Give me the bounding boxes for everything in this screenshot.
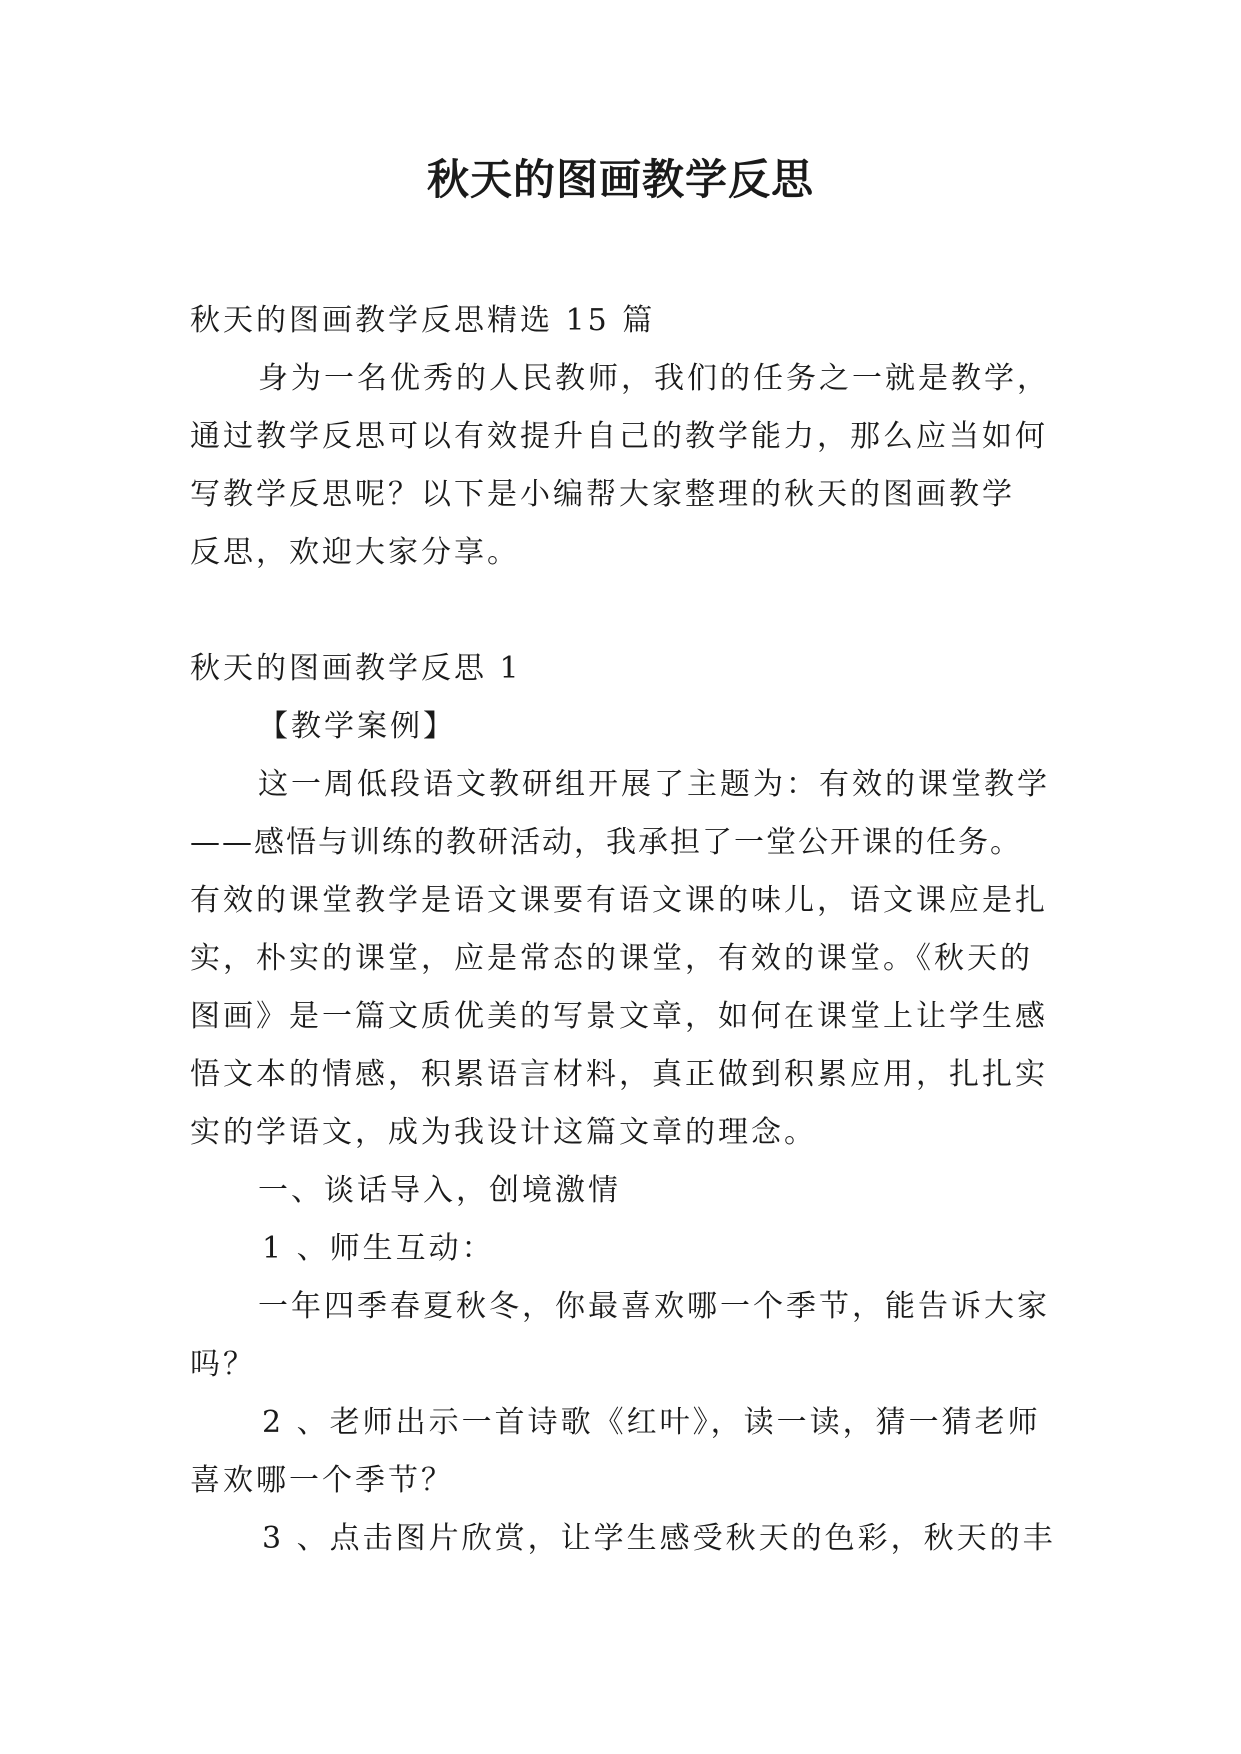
paragraph-line: 悟文本的情感，积累语言材料，真正做到积累应用，扎扎实 xyxy=(190,1057,1048,1092)
list-item: 1 、师生互动： xyxy=(262,1231,495,1266)
paragraph-line: 通过教学反思可以有效提升自己的教学能力，那么应当如何 xyxy=(190,419,1048,454)
section-heading: 秋天的图画教学反思 1 xyxy=(190,651,522,686)
paragraph-line: ——感悟与训练的教研活动，我承担了一堂公开课的任务。 xyxy=(190,825,1022,860)
list-item: 2 、老师出示一首诗歌《红叶》，读一读，猜一猜老师 xyxy=(262,1405,1041,1440)
paragraph-line: 喜欢哪一个季节？ xyxy=(190,1463,454,1498)
paragraph-line: 实，朴实的课堂，应是常态的课堂，有效的课堂。《秋天的 xyxy=(190,941,1033,976)
blank-line xyxy=(190,582,1070,640)
paragraph-line: 图画》是一篇文质优美的写景文章，如何在课堂上让学生感 xyxy=(190,999,1048,1034)
document-body xyxy=(190,292,1070,1568)
paragraph-line: 反思，欢迎大家分享。 xyxy=(190,535,520,570)
paragraph-line: 一年四季春夏秋冬，你最喜欢哪一个季节，能告诉大家 xyxy=(258,1289,1050,1324)
subtitle-line: 秋天的图画教学反思精选 15 篇 xyxy=(190,303,656,338)
paragraph-line: 写教学反思呢？以下是小编帮大家整理的秋天的图画教学 xyxy=(190,477,1015,512)
paragraph-line: 身为一名优秀的人民教师，我们的任务之一就是教学， xyxy=(258,361,1050,396)
paragraph-line: 实的学语文，成为我设计这篇文章的理念。 xyxy=(190,1115,817,1150)
paragraph-line: 这一周低段语文教研组开展了主题为：有效的课堂教学 xyxy=(258,767,1050,802)
paragraph-line: 有效的课堂教学是语文课要有语文课的味儿，语文课应是扎 xyxy=(190,883,1048,918)
section-label: 【教学案例】 xyxy=(258,709,456,744)
document-title: 秋天的图画教学反思 xyxy=(426,155,814,204)
step-heading: 一、谈话导入，创境激情 xyxy=(258,1173,621,1208)
paragraph-line: 吗？ xyxy=(190,1347,256,1382)
list-item: 3 、点击图片欣赏，让学生感受秋天的色彩，秋天的丰 xyxy=(262,1521,1056,1556)
